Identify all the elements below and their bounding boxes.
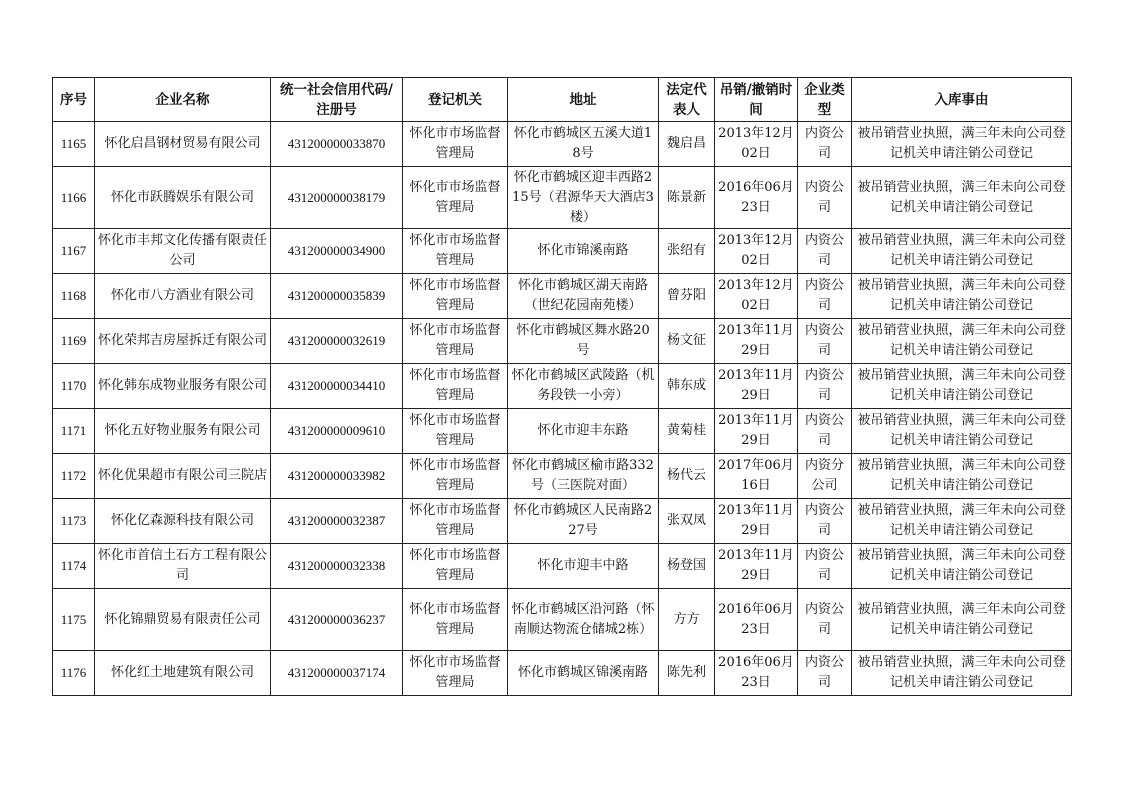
cell-seq: 1174 (53, 544, 95, 589)
cell-seq: 1165 (53, 122, 95, 167)
table-row (53, 499, 1072, 544)
cell-authority: 怀化市市场监督管理局 (403, 274, 508, 319)
cell-company-name: 怀化荣邦吉房屋拆迁有限公司 (95, 319, 271, 364)
header-seq: 序号 (53, 78, 95, 122)
cell-address: 怀化市鹤城区锦溪南路 (508, 651, 659, 696)
cell-credit-code: 431200000032338 (271, 544, 403, 589)
cell-authority: 怀化市市场监督管理局 (403, 544, 508, 589)
cell-credit-code: 431200000034900 (271, 229, 403, 274)
cell-authority: 怀化市市场监督管理局 (403, 409, 508, 454)
table-row (53, 167, 1072, 229)
cell-seq: 1171 (53, 409, 95, 454)
cell-reason: 被吊销营业执照，满三年未向公司登记机关申请注销公司登记 (852, 274, 1072, 319)
cell-enterprise-type: 内资公司 (798, 274, 852, 319)
cell-address: 怀化市鹤城区沿河路（怀南顺达物流仓储城2栋） (508, 589, 659, 651)
cell-revoke-time: 2017年06月16日 (715, 454, 798, 499)
cell-company-name: 怀化市八方酒业有限公司 (95, 274, 271, 319)
cell-enterprise-type: 内资公司 (798, 167, 852, 229)
cell-reason: 被吊销营业执照，满三年未向公司登记机关申请注销公司登记 (852, 122, 1072, 167)
table-row (53, 651, 1072, 696)
cell-legal-rep: 陈先利 (659, 651, 715, 696)
cell-seq: 1173 (53, 499, 95, 544)
header-address: 地址 (508, 78, 659, 122)
cell-credit-code: 431200000034410 (271, 364, 403, 409)
cell-reason: 被吊销营业执照，满三年未向公司登记机关申请注销公司登记 (852, 364, 1072, 409)
table-row (53, 122, 1072, 167)
cell-revoke-time: 2013年11月29日 (715, 544, 798, 589)
table-row (53, 454, 1072, 499)
cell-reason: 被吊销营业执照，满三年未向公司登记机关申请注销公司登记 (852, 319, 1072, 364)
cell-credit-code: 431200000032387 (271, 499, 403, 544)
cell-legal-rep: 杨代云 (659, 454, 715, 499)
cell-credit-code: 431200000038179 (271, 167, 403, 229)
cell-seq: 1168 (53, 274, 95, 319)
table-row (53, 544, 1072, 589)
cell-legal-rep: 杨登国 (659, 544, 715, 589)
cell-address: 怀化市迎丰中路 (508, 544, 659, 589)
table-row (53, 319, 1072, 364)
cell-revoke-time: 2013年12月02日 (715, 274, 798, 319)
cell-revoke-time: 2013年11月29日 (715, 499, 798, 544)
cell-legal-rep: 方方 (659, 589, 715, 651)
cell-enterprise-type: 内资公司 (798, 651, 852, 696)
cell-authority: 怀化市市场监督管理局 (403, 499, 508, 544)
cell-address: 怀化市鹤城区人民南路227号 (508, 499, 659, 544)
cell-legal-rep: 陈景新 (659, 167, 715, 229)
cell-seq: 1169 (53, 319, 95, 364)
cell-revoke-time: 2013年11月29日 (715, 319, 798, 364)
header-authority: 登记机关 (403, 78, 508, 122)
table-row (53, 364, 1072, 409)
cell-company-name: 怀化启昌钢材贸易有限公司 (95, 122, 271, 167)
cell-authority: 怀化市市场监督管理局 (403, 454, 508, 499)
cell-address: 怀化市锦溪南路 (508, 229, 659, 274)
cell-enterprise-type: 内资公司 (798, 319, 852, 364)
cell-revoke-time: 2013年11月29日 (715, 409, 798, 454)
cell-reason: 被吊销营业执照，满三年未向公司登记机关申请注销公司登记 (852, 167, 1072, 229)
cell-company-name: 怀化市跃腾娱乐有限公司 (95, 167, 271, 229)
cell-address: 怀化市鹤城区榆市路332号（三医院对面） (508, 454, 659, 499)
cell-legal-rep: 黄菊桂 (659, 409, 715, 454)
cell-reason: 被吊销营业执照，满三年未向公司登记机关申请注销公司登记 (852, 454, 1072, 499)
table-header-row (53, 78, 1072, 122)
cell-revoke-time: 2013年11月29日 (715, 364, 798, 409)
cell-company-name: 怀化亿森源科技有限公司 (95, 499, 271, 544)
cell-company-name: 怀化五好物业服务有限公司 (95, 409, 271, 454)
cell-seq: 1172 (53, 454, 95, 499)
header-code: 统一社会信用代码/注册号 (271, 78, 403, 122)
cell-authority: 怀化市市场监督管理局 (403, 319, 508, 364)
cell-address: 怀化市鹤城区湖天南路（世纪花园南苑楼） (508, 274, 659, 319)
cell-seq: 1166 (53, 167, 95, 229)
cell-authority: 怀化市市场监督管理局 (403, 651, 508, 696)
header-rep: 法定代表人 (659, 78, 715, 122)
cell-seq: 1175 (53, 589, 95, 651)
cell-credit-code: 431200000037174 (271, 651, 403, 696)
cell-revoke-time: 2013年12月02日 (715, 122, 798, 167)
table-row (53, 409, 1072, 454)
cell-legal-rep: 魏启昌 (659, 122, 715, 167)
cell-enterprise-type: 内资公司 (798, 122, 852, 167)
cell-reason: 被吊销营业执照，满三年未向公司登记机关申请注销公司登记 (852, 544, 1072, 589)
cell-reason: 被吊销营业执照，满三年未向公司登记机关申请注销公司登记 (852, 229, 1072, 274)
cell-reason: 被吊销营业执照，满三年未向公司登记机关申请注销公司登记 (852, 499, 1072, 544)
cell-legal-rep: 张绍有 (659, 229, 715, 274)
cell-enterprise-type: 内资公司 (798, 544, 852, 589)
cell-seq: 1170 (53, 364, 95, 409)
cell-legal-rep: 杨文征 (659, 319, 715, 364)
cell-authority: 怀化市市场监督管理局 (403, 122, 508, 167)
cell-seq: 1167 (53, 229, 95, 274)
cell-address: 怀化市鹤城区五溪大道18号 (508, 122, 659, 167)
cell-legal-rep: 曾芬阳 (659, 274, 715, 319)
cell-enterprise-type: 内资公司 (798, 229, 852, 274)
revoked-enterprise-table (52, 77, 1072, 696)
cell-enterprise-type: 内资分公司 (798, 454, 852, 499)
cell-enterprise-type: 内资公司 (798, 409, 852, 454)
cell-company-name: 怀化韩东成物业服务有限公司 (95, 364, 271, 409)
cell-authority: 怀化市市场监督管理局 (403, 229, 508, 274)
cell-company-name: 怀化锦鼎贸易有限责任公司 (95, 589, 271, 651)
cell-company-name: 怀化市丰邦文化传播有限责任公司 (95, 229, 271, 274)
cell-credit-code: 431200000036237 (271, 589, 403, 651)
cell-authority: 怀化市市场监督管理局 (403, 589, 508, 651)
cell-company-name: 怀化红土地建筑有限公司 (95, 651, 271, 696)
cell-address: 怀化市鹤城区迎丰西路215号（君源华天大酒店3楼） (508, 167, 659, 229)
header-time: 吊销/撤销时间 (715, 78, 798, 122)
cell-company-name: 怀化市首信土石方工程有限公司 (95, 544, 271, 589)
cell-company-name: 怀化优果超市有限公司三院店 (95, 454, 271, 499)
header-reason: 入库事由 (852, 78, 1072, 122)
cell-legal-rep: 韩东成 (659, 364, 715, 409)
cell-enterprise-type: 内资公司 (798, 589, 852, 651)
table-body (53, 122, 1072, 696)
table-row (53, 229, 1072, 274)
cell-revoke-time: 2016年06月23日 (715, 167, 798, 229)
cell-authority: 怀化市市场监督管理局 (403, 364, 508, 409)
cell-reason: 被吊销营业执照，满三年未向公司登记机关申请注销公司登记 (852, 651, 1072, 696)
cell-credit-code: 431200000033870 (271, 122, 403, 167)
cell-revoke-time: 2013年12月02日 (715, 229, 798, 274)
cell-address: 怀化市鹤城区舞水路20号 (508, 319, 659, 364)
cell-credit-code: 431200000009610 (271, 409, 403, 454)
cell-revoke-time: 2016年06月23日 (715, 589, 798, 651)
cell-enterprise-type: 内资公司 (798, 499, 852, 544)
cell-revoke-time: 2016年06月23日 (715, 651, 798, 696)
table-row (53, 589, 1072, 651)
cell-reason: 被吊销营业执照，满三年未向公司登记机关申请注销公司登记 (852, 589, 1072, 651)
cell-credit-code: 431200000033982 (271, 454, 403, 499)
cell-credit-code: 431200000032619 (271, 319, 403, 364)
cell-legal-rep: 张双凤 (659, 499, 715, 544)
cell-seq: 1176 (53, 651, 95, 696)
table-row (53, 274, 1072, 319)
header-type: 企业类型 (798, 78, 852, 122)
cell-address: 怀化市迎丰东路 (508, 409, 659, 454)
cell-reason: 被吊销营业执照，满三年未向公司登记机关申请注销公司登记 (852, 409, 1072, 454)
cell-enterprise-type: 内资公司 (798, 364, 852, 409)
cell-address: 怀化市鹤城区武陵路（机务段铁一小旁） (508, 364, 659, 409)
cell-authority: 怀化市市场监督管理局 (403, 167, 508, 229)
header-name: 企业名称 (95, 78, 271, 122)
cell-credit-code: 431200000035839 (271, 274, 403, 319)
